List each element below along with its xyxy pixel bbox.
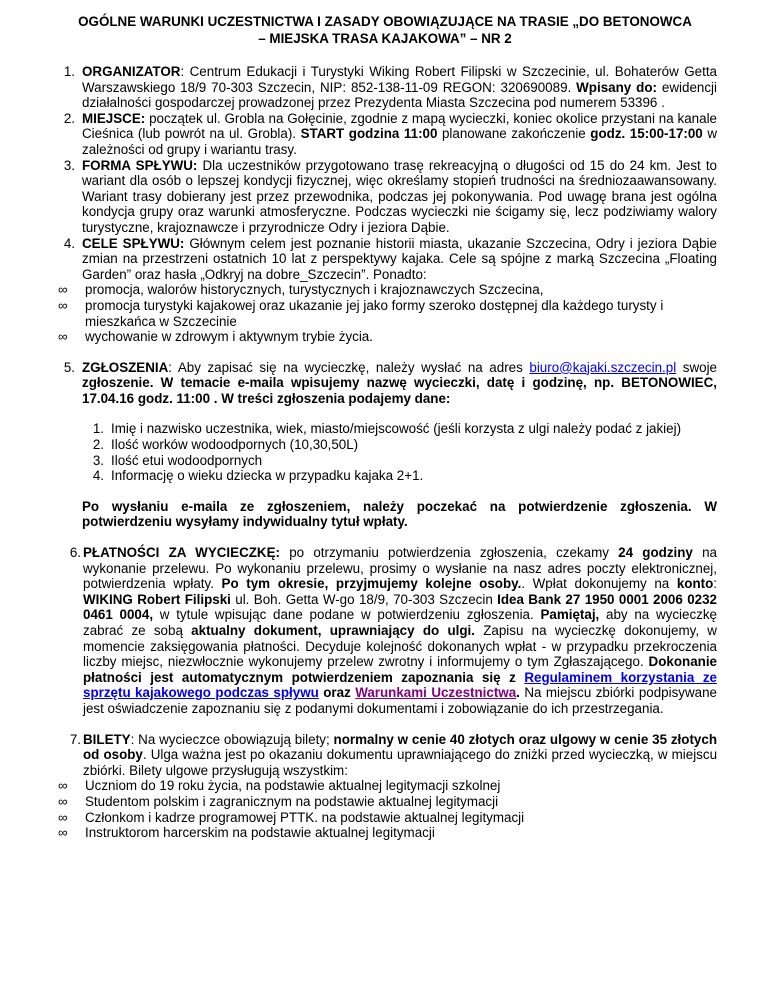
section-label: BILETY [83,731,131,747]
section-label: PŁATNOŚCI ZA WYCIECZKĘ: [83,545,280,561]
section-number: 2. [63,110,75,126]
registration-note: Po wysłaniu e-maila ze zgłoszeniem, należy poczekać na potwierdzenie zgłoszenia. W potwierdzeniu wysyłamy indywidualny tytuł wpłaty. [82,498,717,530]
infinity-bullet-icon: ∞ [58,329,68,345]
section-goals: 4. CELE SPŁYWU: Głównym celem jest poznanie historii miasta, ukazanie Szczecina, Odry i jeziora Dąbie zmian na przestrzeni ostatnich 10 lat z perspektywy kajaka. Cele są spójne z marką Szczecina „Floating Garden” oraz hasła „Odkryj na dobre_Szczecin”. Ponadto: [53,236,717,283]
list-item: ∞ Uczniom do 19 roku życia, na podstawie aktualnej legitymacji szkolnej [58,778,501,794]
section-label: MIEJSCE: [82,110,146,126]
regulations-link[interactable]: Regulaminem korzystania ze sprzętu kajakowego podczas spływu [83,669,717,701]
section-label: FORMA SPŁYWU: [82,157,198,173]
list-item: 3. Ilość etui wodoodpornych [92,452,263,468]
section-number: 7. [69,731,81,747]
section-number: 1. [63,64,75,79]
section-place: 2. MIEJSCE: początek ul. Grobla na Gołęcinie, zgodnie z mapą wycieczki, koniec okolice przystani na kanale Cieśnica (lub powrót na ul. Grobla). START godzina 11:00 planowane zakończenie godz. 15:00-17:00 w zależności od grupy i wariantu trasy. [53,111,717,158]
infinity-bullet-icon: ∞ [58,282,68,298]
infinity-bullet-icon: ∞ [58,297,68,313]
list-item: 4. Informację o wieku dziecka w przypadku kajaka 2+1. [92,468,424,484]
list-item: ∞ promocja, walorów historycznych, turystycznych i krajoznawczych Szczecina, [58,282,544,298]
section-form: 3. FORMA SPŁYWU: Dla uczestników przygotowano trasę rekreacyjną o długości od 15 do 24 km. Jest to wariant dla osób o lepszej kondycji fizycznej, więc określamy stopień trudności na średniozaawansowany. Wariant trasy dobierany jest przez przewodnika, podczas jej pokonywania. Pod uwagę brana jest ogólna kondycja grupy oraz warunki atmosferyczne. Podczas wycieczki nie ścigamy się, lecz podziwiamy walory turystyczne, krajoznawcze i przyrodnicze Odry i jeziora Dąbie. [53,158,717,236]
list-item: ∞ wychowanie w zdrowym i aktywnym trybie życia. [58,329,373,345]
document-title [53,14,717,47]
section-number: 4. [63,235,75,251]
title-line-1: OGÓLNE WARUNKI UCZESTNICTWA I ZASADY OBOWIĄZUJĄCE NA TRASIE „DO BETONOWCA [78,14,692,29]
infinity-bullet-icon: ∞ [58,825,68,841]
list-item: 1. Imię i nazwisko uczestnika, wiek, miasto/miejscowość (jeśli korzysta z ulgi należy podać z jakiej) [92,421,682,437]
section-label: CELE SPŁYWU: [82,235,185,251]
list-item: ∞ Członkom i kadrze programowej PTTK. na podstawie aktualnej legitymacji [58,809,525,825]
infinity-bullet-icon: ∞ [58,809,68,825]
infinity-bullet-icon: ∞ [58,793,68,809]
section-label: ORGANIZATOR [82,64,181,79]
section-label: ZGŁOSZENIA [82,359,169,375]
list-item: ∞ Studentom polskim i zagranicznym na podstawie aktualnej legitymacji [58,793,499,809]
list-item: 2. Ilość worków wodoodpornych (10,30,50L) [92,437,359,453]
participation-terms-link[interactable]: Warunkami Uczestnictwa [355,685,517,701]
list-item: ∞ promocja turystyki kajakowej oraz ukazanie jej jako formy szeroko dostępnej dla każdego turysty i mieszkańca w Szczecinie [58,297,664,329]
section-payments: 6. PŁATNOŚCI ZA WYCIECZKĘ: po otrzymaniu potwierdzenia zgłoszenia, czekamy 24 godziny na wykonanie przelewu. Po wykonaniu przelewu, prosimy o wysłanie na nasz adres poczty elektronicznej, potwierdzenia wpłaty. Po tym okresie, przyjmujemy kolejne osoby.. Wpłat dokonujemy na konto: WIKING Robert Filipski ul. Boh. Getta W-go 18/9, 70-303 Szczecin Idea Bank 27 1950 0001 2006 0232 0461 0004, w tytule wpisując dane podane w potwierdzeniu zgłoszenia. Pamiętaj, aby na wycieczkę zabrać ze sobą aktualny dokument, uprawniający do ulgi. Zapisu na wycieczkę dokonujemy, w momencie zaksięgowania płatności. Decyduje kolejność dokonanych wpłat - w przypadku przekroczenia liczby miejsc, niezwłocznie wykonujemy przelew zwrotny i informujemy o tym Zgłaszającego. Dokonanie płatności jest automatycznym potwierdzeniem zapoznania się z Regulaminem korzystania ze sprzętu kajakowego podczas spływu oraz Warunkami Uczestnictwa. Na miejscu zbiórki podpisywane jest oświadczenie zapoznaniu się z podanymi dokumentami i zobowiązanie do ich przestrzegania. [53,545,717,717]
section-number: 3. [63,157,75,173]
registration-data-list [53,421,717,483]
section-number: 6. [69,545,81,561]
infinity-bullet-icon: ∞ [58,778,68,794]
email-link[interactable]: biuro@kajaki.szczecin.pl [529,359,677,375]
list-item: ∞ Instruktorom harcerskim na podstawie aktualnej legitymacji [58,825,435,841]
section-tickets: 7. BILETY: Na wycieczce obowiązują bilety; normalny w cenie 40 złotych oraz ulgowy w cenie 35 złotych od osoby. Ulga ważna jest po okazaniu dokumentu uprawniającego do zniżki przed wycieczką, w miejscu zbiórki. Bilety ulgowe przysługują wszystkim: [53,732,717,779]
section-organizer: 1. ORGANIZATOR: Centrum Edukacji i Turystyki Wiking Robert Filipski w Szczecinie, ul. Bohaterów Getta Warszawskiego 18/9 70-303 Szczecin, NIP: 852-138-11-09 REGON: 320690089. Wpisany do: ewidencji działalności gospodarczej prowadzonej przez Prezydenta Miasta Szczecina pod numerem 53396 . [53,64,717,111]
title-line-2: – MIEJSKA TRASA KAJAKOWA” – NR 2 [258,30,512,46]
section-registration: 5. ZGŁOSZENIA: Aby zapisać się na wycieczkę, należy wysłać na adres biuro@kajaki.szczecin.pl swoje zgłoszenie. W temacie e-maila wpisujemy nazwę wycieczki, datę i godzinę, np. BETONOWIEC, 17.04.16 godz. 11:00 . W treści zgłoszenia podajemy dane: [53,360,717,407]
section-number: 5. [63,359,75,375]
